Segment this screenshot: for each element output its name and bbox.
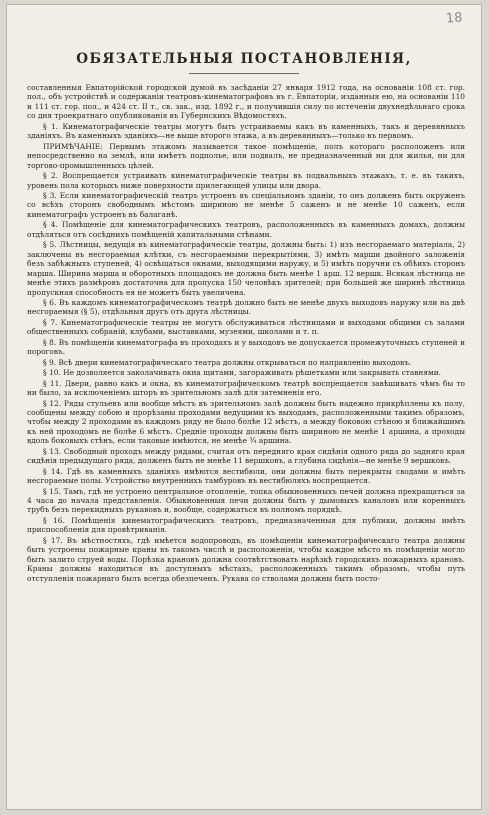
section-paragraph-7: § 7. Кинематографическіе театры не могутъ обслуживаться лѣстницами и выходами общими съ залами общественныхъ собраній, клубами, выставками, музеями, школами и т. п. xyxy=(27,317,465,337)
section-paragraph-6: § 6. Въ каждомъ кинематографическомъ театрѣ должно быть не менѣе двухъ выходовъ наружу или на двѣ несгораемыя (§ 5), отдѣльныя другъ отъ друга лѣстницы. xyxy=(27,297,465,317)
section-paragraph-11: § 11. Двери, равно какъ и окна, въ кинематографическомъ театрѣ воспрещается завѣшивать чѣмъ бы то ни было, за исключеніемъ шторъ въ зрительномъ залѣ для затемненія его. xyxy=(27,378,465,398)
title-divider xyxy=(189,73,299,74)
section-paragraph-17: § 17. Въ мѣстностяхъ, гдѣ имѣется водопроводъ, въ помѣщеніи кинематографическаго театра должны быть устроены пожарные краны въ такомъ числѣ и расположеніи, чтобы каждое мѣсто въ помѣщеніи могло быть залито струей воды. Порѣзка крановъ должна соотвѣтствовать нарѣзкѣ городскихъ пожарныхъ крановъ. Краны должны находиться въ доступныхъ мѣстахъ, расположенныхъ такимъ образомъ, чтобы путь отступленія пожарнаго былъ всегда обезпеченъ. Рукава со стволами должны быть посто- xyxy=(27,535,465,583)
document-title: ОБЯЗАТЕЛЬНЫЯ ПОСТАНОВЛЕНІЯ, xyxy=(76,51,412,67)
note-paragraph: ПРИМѢЧАНІЕ: Первымъ этажомъ называется такое помѣщеніе, полъ котораго расположенъ или непосредственно на землѣ, или имѣетъ подполье, или подвалъ, не предназначенный ни для жилья, ни для торгово-промышленныхъ цѣлей. xyxy=(27,141,465,170)
section-paragraph-2: § 2. Воспрещается устраивать кинематографическіе театры въ подвальныхъ этажахъ, т. е. въ такихъ, уровень пола которыхъ ниже поверхности прилегающей улицы или двора. xyxy=(27,171,465,190)
section-paragraph-8: § 8. Въ помѣщеніи кинематографа въ проходахъ и у выходовъ не допускается промежуточныхъ ступеней и пороговъ. xyxy=(27,337,465,357)
page-number: 18 xyxy=(445,10,464,27)
section-paragraph-1: § 1. Кинематографическіе театры могутъ быть устраиваемы какъ въ каменныхъ, такъ и деревянныхъ зданіяхъ. Въ каменныхъ зданіяхъ—не выше второго этажа, а въ деревянныхъ—только въ первомъ. xyxy=(27,121,465,141)
section-paragraph-5: § 5. Лѣстницы, ведущія въ кинематографическіе театры, должны быть: 1) изъ несгораемаго матеріала, 2) заключены въ несгораемыя клѣтки, съ несгораемыми перекрытіями, 3) имѣть марши двойного заложенія безъ забѣжныхъ ступеней, 4) освѣщаться окнами, выходящими наружу, и 5) имѣть поручни съ обѣихъ сторонъ марша. Ширина марша и оборотныхъ площадокъ не должна быть менѣе 1 арш. 12 вершк. Всякая лѣстница не менѣе этихъ размѣровъ достаточна для пропуска 150 человѣкъ зрителей; при большей же ширинѣ лѣстница пропускная способность ея не можетъ быть увеличена. xyxy=(27,240,465,297)
document-body xyxy=(27,83,465,584)
section-paragraph-4: § 4. Помѣщеніе для кинематографическихъ театровъ, расположенныхъ въ каменныхъ домахъ, должны отдѣляться отъ сосѣднихъ помѣщеній капитальными стѣнами. xyxy=(27,220,465,239)
section-paragraph-9: § 9. Всѣ двери кинематографическаго театра должны открываться по направленію выходовъ. xyxy=(43,357,412,367)
section-paragraph-13: § 13. Свободный проходъ между рядами, считая отъ передняго края сидѣнія одного ряда до задняго края сидѣнія предыдущаго ряда, долженъ быть не менѣе 11 вершковъ, а глубина сидѣнія—не менѣе 9 вершковъ. xyxy=(27,446,465,466)
section-paragraph-10: § 10. Не дозволяется заколачивать окна щитами, загораживать рѣшетками или закрывать ставнями. xyxy=(43,368,442,378)
document-page xyxy=(6,4,482,810)
section-paragraph-12: § 12. Ряды стульевъ или вообще мѣстъ въ зрительномъ залѣ должны быть надежно прикрѣплены къ полу, сообщены между собою и прорѣзаны проходами ведущими къ выходамъ, расположенными такимъ образомъ, чтобы между 2 проходами въ каждомъ ряду не было болѣе 12 мѣстъ, а между боковою стѣною и ближайшимъ къ ней проходомъ не болѣе 6 мѣстъ. Средніе проходы должны быть шириною не менѣе 1 аршина, а проходы вдоль боковыхъ стѣнъ, если таковые имѣются, не менѣе ¾ аршина. xyxy=(27,398,465,446)
section-paragraph-16: § 16. Помѣщенія кинематографическихъ театровъ, предназначенныя для публики, должны имѣть приспособленія для провѣтриванія. xyxy=(27,515,465,535)
section-paragraph-14: § 14. Гдѣ въ каменныхъ зданіяхъ имѣются вестибюли, они должны быть перекрыты сводами и имѣть несгораемые полы. Устройство внутреннихъ тамбуровъ въ вестибюляхъ воспрещается. xyxy=(27,466,465,486)
section-paragraph-15: § 15. Тамъ, гдѣ не устроено центральное отопленіе, топка обыкновенныхъ печей должна прекращаться за 4 часа до начала представленія. Обыкновенныя печи должны быть у дымовыхъ каналовъ или коренныхъ трубъ безъ перекидныхъ рукавовъ и, вообще, содержаться въ полномъ порядкѣ. xyxy=(27,486,465,515)
preamble-paragraph: составленныя Евпаторійской городской думой въ засѣданіи 27 января 1912 года, на основаніи 108 ст. гор. пол., объ устройствѣ и содержаніи театровъ-кинематографовъ въ г. Евпаторіи, изданныя ею, на основаніи 110 и 111 ст. гор. пол., и 424 ст. II т., св. зак., изд. 1892 г., и получившія силу по истеченіи двухнедѣльнаго срока со дня троекратнаго опубликованія въ Губернскихъ Вѣдомостяхъ. xyxy=(27,83,465,121)
section-paragraph-3: § 3. Если кинематографическій театръ устроенъ въ спеціальномъ зданіи, то онъ долженъ быть окруженъ со всѣхъ сторонъ свободнымъ мѣстомъ шириною не менѣе 5 саженъ и не менѣе 10 саженъ, если кинематографъ устроенъ въ балаганѣ. xyxy=(27,190,465,219)
